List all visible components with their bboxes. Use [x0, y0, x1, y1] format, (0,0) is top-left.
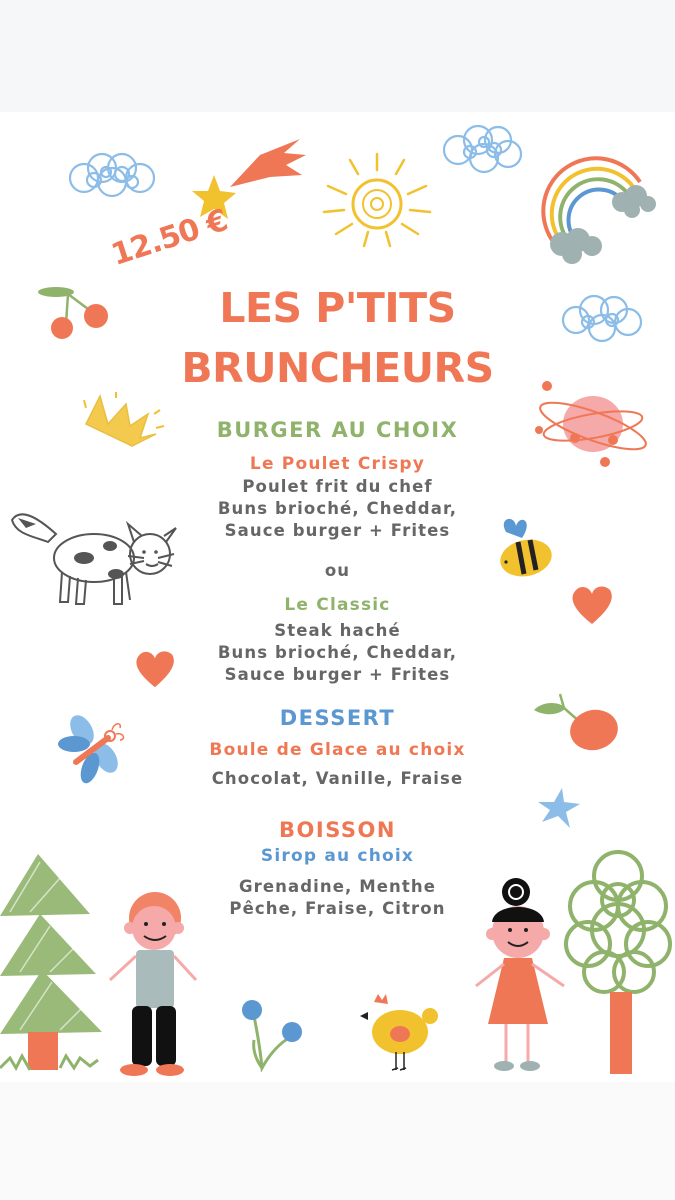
option-description-classic: [0, 620, 675, 686]
description-line: Sauce burger + Frites: [224, 665, 451, 684]
description-line: Buns brioché, Cheddar,: [217, 499, 458, 518]
section-heading-dessert: DESSERT: [279, 706, 396, 730]
sun-icon: [320, 152, 434, 252]
rainbow-icon: [532, 140, 656, 272]
option-name-classic: Le Classic: [284, 595, 391, 615]
title-line-2: BRUNCHEURS: [181, 344, 494, 392]
cloud-icon: [66, 152, 158, 198]
price-label: 12.50 €: [107, 202, 232, 273]
section-heading-burger: BURGER AU CHOIX: [216, 418, 459, 442]
option-description-glace: Chocolat, Vanille, Fraise: [211, 769, 464, 788]
bottom-background: [0, 1082, 675, 1200]
cloud-icon: [440, 122, 524, 178]
section-heading-boisson: BOISSON: [279, 818, 396, 842]
description-line: Sauce burger + Frites: [224, 521, 451, 540]
description-line: Buns brioché, Cheddar,: [217, 643, 458, 662]
chicken-icon: [356, 992, 440, 1076]
description-line: Steak haché: [274, 621, 401, 640]
option-name-boule-de-glace: Boule de Glace au choix: [209, 740, 466, 760]
description-line: Poulet frit du chef: [242, 477, 433, 496]
flower-icon: [240, 996, 306, 1072]
description-line: Pêche, Fraise, Citron: [229, 899, 446, 918]
title-line-1: LES P'TITS: [219, 284, 456, 332]
option-description-poulet-crispy: [0, 476, 675, 542]
page-title: [0, 282, 675, 394]
option-name-poulet-crispy: Le Poulet Crispy: [249, 454, 426, 474]
separator-ou: ou: [324, 561, 351, 580]
option-description-sirop: [0, 876, 675, 920]
option-name-sirop: Sirop au choix: [260, 846, 415, 866]
description-line: Grenadine, Menthe: [238, 877, 437, 896]
